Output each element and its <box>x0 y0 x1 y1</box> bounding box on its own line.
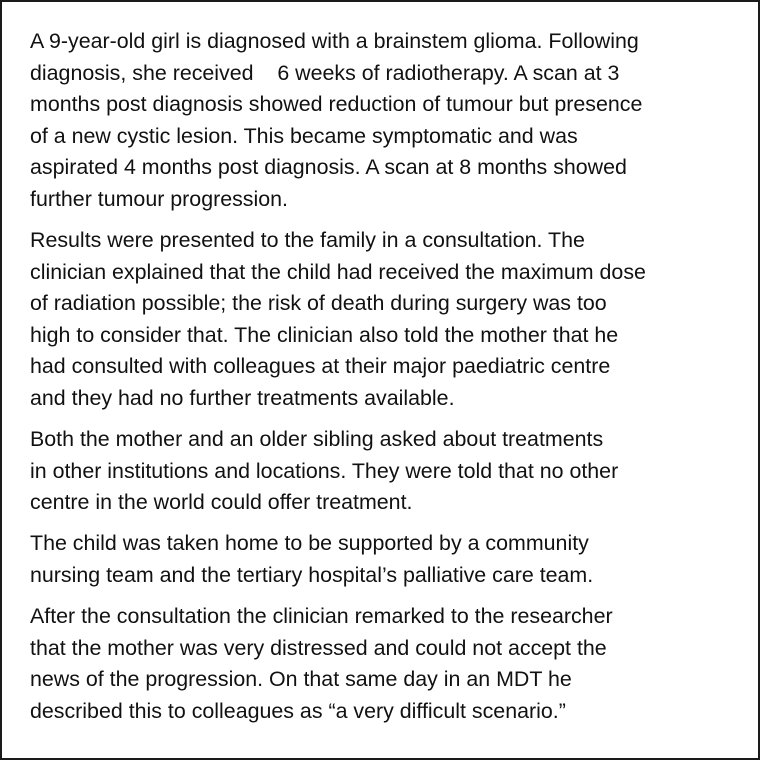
text-line: of radiation possible; the risk of death during surgery was too <box>30 291 607 316</box>
text-line: described this to colleagues as “a very difficult scenario.” <box>30 698 566 723</box>
text-line: months post diagnosis showed reduction of tumour but presence <box>30 92 643 117</box>
text-line: diagnosis, she received <box>30 60 254 85</box>
text-line: 6 weeks of radiotherapy. A scan at 3 <box>277 60 620 85</box>
case-text <box>30 26 746 737</box>
text-line: of a new cystic lesion. This became symptomatic and was <box>30 123 578 148</box>
text-line: news of the progression. On that same day in an MDT he <box>30 667 572 692</box>
text-line: After the consultation the clinician remarked to the researcher <box>30 604 613 629</box>
text-line: A 9-year-old girl is diagnosed with a brainstem glioma. Following <box>30 29 639 53</box>
text-line: nursing team and the tertiary hospital’s palliative care team. <box>30 563 594 587</box>
paragraph-consultation <box>30 225 746 415</box>
paragraph-diagnosis <box>30 26 746 216</box>
paragraph-home-care <box>30 528 746 591</box>
text-line: Results were presented to the family in a consultation. The <box>30 228 585 253</box>
text-line: Both the mother and an older sibling asked about treatments <box>30 427 604 452</box>
text-line: further tumour progression. <box>30 186 288 211</box>
text-line: aspirated 4 months post diagnosis. A scan at 8 months showed <box>30 155 627 180</box>
text-line: centre in the world could offer treatment. <box>30 490 413 515</box>
text-line: clinician explained that the child had received the maximum dose <box>30 259 646 284</box>
text-line: had consulted with colleagues at their major paediatric centre <box>30 354 611 379</box>
text-line: high to consider that. The clinician also told the mother that he <box>30 322 619 347</box>
text-line: that the mother was very distressed and could not accept the <box>30 635 607 660</box>
paragraph-clinician-remark <box>30 601 746 727</box>
text-line: in other institutions and locations. They were told that no other <box>30 458 619 483</box>
text-line: The child was taken home to be supported by a community <box>30 531 589 556</box>
paragraph-family-questions <box>30 424 746 519</box>
text-line: and they had no further treatments available. <box>30 386 455 411</box>
